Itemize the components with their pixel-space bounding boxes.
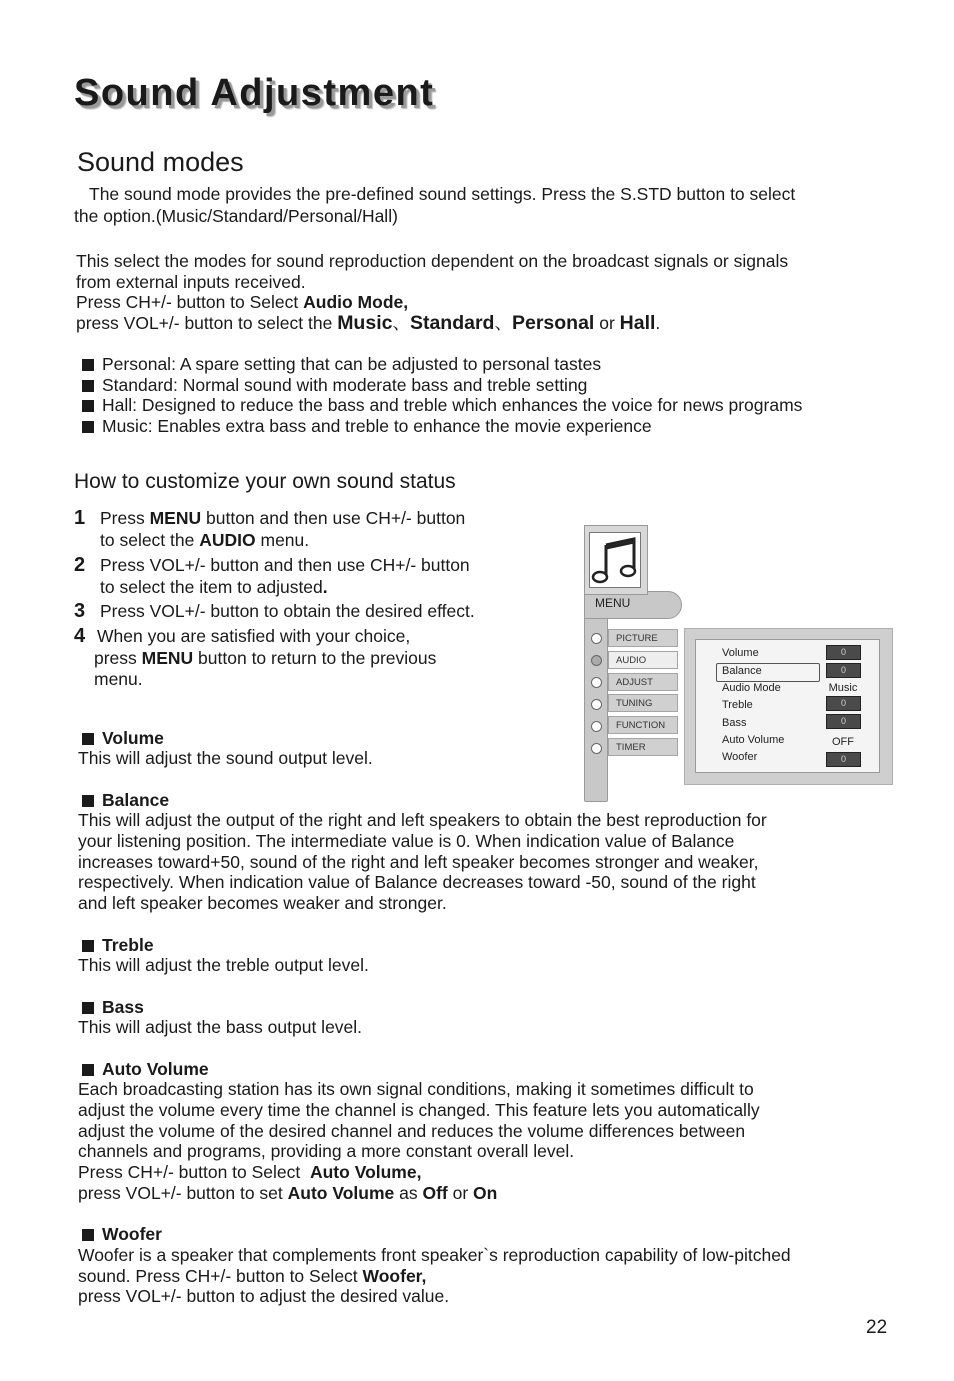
para-line-1: This select the modes for sound reproduction dependent on the broadcast signals or signals xyxy=(76,251,789,271)
woofer-line-3: press VOL+/- button to adjust the desired value. xyxy=(78,1286,450,1306)
bullet-personal: Personal: A spare setting that can be adjusted to personal tastes xyxy=(82,354,601,375)
auto-volume-line-3: adjust the volume of the desired channel and reduces the volume differences between xyxy=(78,1121,746,1141)
music-note-icon xyxy=(589,532,641,588)
volume-text: This will adjust the sound output level. xyxy=(78,748,373,768)
bullet-hall: Hall: Designed to reduce the bass and treble which enhances the voice for news programs xyxy=(82,395,802,416)
bullet-square-icon xyxy=(82,400,94,412)
auto-volume-heading: Auto Volume xyxy=(82,1059,209,1080)
step-number: 2 xyxy=(74,554,86,576)
osd-dot-timer xyxy=(591,743,602,754)
osd-item-tuning[interactable]: TUNING xyxy=(608,694,678,712)
balance-line-1: This will adjust the output of the right and left speakers to obtain the best reproduction for xyxy=(78,810,767,830)
osd-value-bass: 0 xyxy=(826,714,861,729)
mode-personal: Personal xyxy=(511,312,595,334)
page-number: 22 xyxy=(866,1317,888,1338)
press-vol-text: press VOL+/- button to select the xyxy=(76,313,338,333)
mode-music: Music xyxy=(337,312,393,334)
step-number: 3 xyxy=(74,600,86,622)
page-title: Sound Adjustment xyxy=(74,72,435,114)
bullet-square-icon xyxy=(82,733,94,745)
balance-line-5: and left speaker becomes weaker and stronger. xyxy=(78,893,447,913)
auto-volume-line-5: Press CH+/- button to Select Auto Volume, xyxy=(78,1162,422,1182)
auto-volume-line-6: press VOL+/- button to set Auto Volume as Off or On xyxy=(78,1183,498,1203)
balance-line-4: respectively. When indication value of Balance decreases toward -50, sound of the right xyxy=(78,872,756,892)
osd-item-picture[interactable]: PICTURE xyxy=(608,629,678,647)
osd-item-adjust[interactable]: ADJUST xyxy=(608,673,678,691)
press-vol-line xyxy=(76,313,660,334)
auto-volume-line-1: Each broadcasting station has its own signal conditions, making it sometimes difficult to xyxy=(78,1079,754,1099)
osd-row-balance[interactable]: Balance xyxy=(722,665,762,677)
osd-value-audio-mode: Music xyxy=(828,682,858,694)
treble-heading: Treble xyxy=(82,935,154,956)
osd-dot-function xyxy=(591,721,602,732)
intro-line-1: The sound mode provides the pre-defined sound settings. Press the S.STD button to select xyxy=(89,184,796,204)
woofer-heading: Woofer xyxy=(82,1224,162,1245)
customize-heading: How to customize your own sound status xyxy=(74,470,456,493)
press-ch-line xyxy=(76,292,408,313)
bullet-square-icon xyxy=(82,359,94,371)
osd-row-bass[interactable]: Bass xyxy=(722,717,747,729)
osd-menu-diagram xyxy=(584,525,894,801)
sound-modes-heading: Sound modes xyxy=(77,147,244,177)
step-3: 3 Press VOL+/- button to obtain the desired effect. xyxy=(74,600,475,622)
osd-audio-panel-inner xyxy=(695,639,880,773)
osd-value-volume: 0 xyxy=(826,645,861,660)
balance-line-2: your listening position. The intermediate value is 0. When indication value of Balance xyxy=(78,831,735,851)
osd-row-audio-mode[interactable]: Audio Mode xyxy=(722,682,781,694)
balance-heading: Balance xyxy=(82,790,169,811)
step-number: 4 xyxy=(74,625,86,647)
press-ch-bold: Audio Mode, xyxy=(303,292,409,312)
osd-dot-adjust xyxy=(591,677,602,688)
mode-sep-1: 、 xyxy=(392,313,410,333)
para-line-2: from external inputs received. xyxy=(76,272,306,292)
mode-or: or xyxy=(594,313,620,333)
auto-volume-line-4: channels and programs, providing a more constant overall level. xyxy=(78,1141,575,1161)
intro-line-2: the option.(Music/Standard/Personal/Hall) xyxy=(74,206,398,226)
bullet-music: Music: Enables extra bass and treble to enhance the movie experience xyxy=(82,416,652,437)
osd-audio-panel xyxy=(684,628,893,785)
bass-heading: Bass xyxy=(82,997,144,1018)
step-4: 4 When you are satisfied with your choice, press MENU button to return to the previous menu. xyxy=(74,625,437,689)
mode-standard: Standard xyxy=(409,312,495,334)
osd-row-treble[interactable]: Treble xyxy=(722,699,753,711)
volume-heading: Volume xyxy=(82,728,164,749)
bullet-square-icon xyxy=(82,795,94,807)
woofer-line-2: sound. Press CH+/- button to Select Woofer, xyxy=(78,1266,427,1286)
osd-item-timer[interactable]: TIMER xyxy=(608,738,678,756)
osd-row-woofer[interactable]: Woofer xyxy=(722,751,758,763)
step-number: 1 xyxy=(74,507,86,529)
osd-value-balance: 0 xyxy=(826,663,861,678)
treble-text: This will adjust the treble output level. xyxy=(78,955,369,975)
mode-end: . xyxy=(655,313,661,333)
mode-sep-2: 、 xyxy=(494,313,512,333)
bullet-square-icon xyxy=(82,940,94,952)
balance-line-3: increases toward+50, sound of the right and left speaker becomes stronger and weaker, xyxy=(78,852,759,872)
woofer-line-1: Woofer is a speaker that complements front speaker`s reproduction capability of low-pitched xyxy=(78,1245,791,1265)
osd-audio-icon-frame xyxy=(584,525,648,595)
osd-value-treble: 0 xyxy=(826,696,861,711)
bullet-square-icon xyxy=(82,421,94,433)
step-2: 2 Press VOL+/- button and then use CH+/- button to select the item to adjusted. xyxy=(74,554,470,597)
osd-row-auto-volume[interactable]: Auto Volume xyxy=(722,734,785,746)
osd-dot-audio xyxy=(591,655,602,666)
osd-value-auto-volume: OFF xyxy=(832,736,854,748)
step-1: 1 Press MENU button and then use CH+/- button to select the AUDIO menu. xyxy=(74,507,466,550)
bullet-standard: Standard: Normal sound with moderate bass and treble setting xyxy=(82,375,587,396)
osd-item-audio[interactable]: AUDIO xyxy=(608,651,678,669)
bullet-square-icon xyxy=(82,380,94,392)
bullet-square-icon xyxy=(82,1002,94,1014)
auto-volume-line-2: adjust the volume every time the channel is changed. This feature lets you automatically xyxy=(78,1100,760,1120)
bass-text: This will adjust the bass output level. xyxy=(78,1017,363,1037)
bullet-square-icon xyxy=(82,1064,94,1076)
osd-item-function[interactable]: FUNCTION xyxy=(608,716,678,734)
osd-value-woofer: 0 xyxy=(826,752,861,767)
osd-dot-picture xyxy=(591,633,602,644)
press-ch-text: Press CH+/- button to Select xyxy=(76,292,304,312)
bullet-square-icon xyxy=(82,1229,94,1241)
osd-dot-tuning xyxy=(591,699,602,710)
osd-row-volume[interactable]: Volume xyxy=(722,647,759,659)
mode-hall: Hall xyxy=(619,312,656,334)
osd-menu-label: MENU xyxy=(595,596,631,610)
